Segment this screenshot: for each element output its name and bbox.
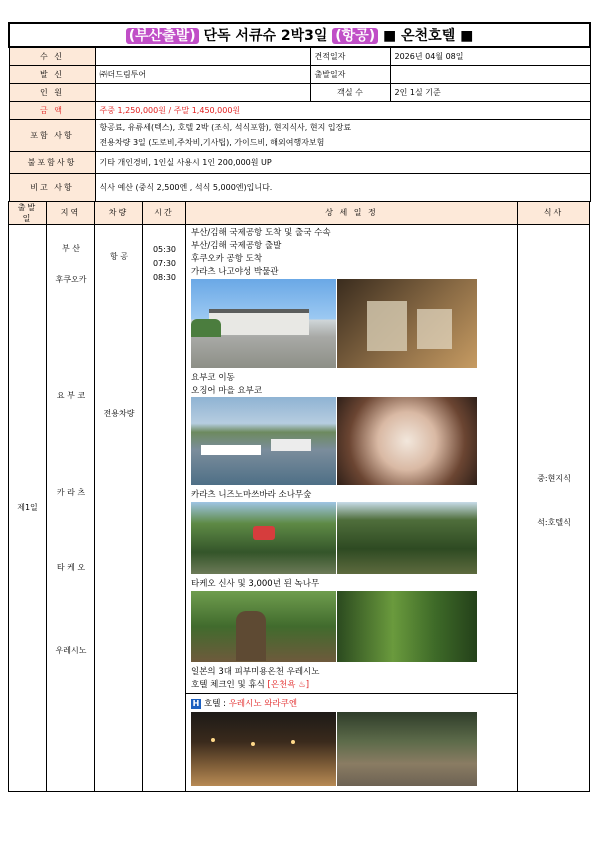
meal-column xyxy=(518,224,590,791)
title-transport: (항공) xyxy=(332,28,378,44)
region-karatsu: 카 라 츠 xyxy=(56,487,86,497)
room-value: 2인 1실 기준 xyxy=(390,83,590,101)
vehicle-air: 항 공 xyxy=(110,251,128,261)
hotel-label: 호텔 : xyxy=(204,698,226,709)
day-label: 제1일 xyxy=(9,224,47,791)
price-label: 금 액 xyxy=(9,101,95,119)
meal-lunch: 중:현지식 xyxy=(537,473,571,483)
hotel-icon: H xyxy=(192,698,200,708)
detail-line-7: 카라츠 니즈노마쓰바라 소나무숲 xyxy=(191,489,312,500)
header-detail: 상 세 일 정 xyxy=(186,201,518,224)
title-end: ■ 온천호텔 ■ xyxy=(383,28,474,44)
note-value: 식사 예산 (중식 2,500엔 , 석식 5,000엔)입니다. xyxy=(95,173,590,201)
detail-line-1: 부산/김해 국제공항 도착 및 출국 수속 xyxy=(191,227,331,238)
meal-dinner: 석:호텔식 xyxy=(537,517,571,527)
hotel-entrance-photo xyxy=(191,712,336,786)
header-vehicle: 차량 xyxy=(95,201,143,224)
hotel-line xyxy=(191,697,297,709)
room-label: 객실 수 xyxy=(310,83,390,101)
camphor-tree-photo xyxy=(191,591,336,662)
time-3: 08:30 xyxy=(152,272,177,282)
time-1: 05:30 xyxy=(152,244,177,254)
title-departure: (부산출발) xyxy=(126,28,199,44)
include-line-2: 전용차량 3일 (도로비,주차비,기사팁), 가이드비, 해외여행자보험 xyxy=(99,138,325,147)
region-takeo: 타 케 오 xyxy=(56,562,86,572)
price-value: 주중 1,250,000원 / 주말 1,450,000원 xyxy=(95,101,590,119)
onsen-bath-text: [온천욕 ♨] xyxy=(267,679,310,690)
harbor-photo xyxy=(191,397,336,485)
header-time: 시간 xyxy=(143,201,186,224)
bamboo-forest-photo xyxy=(337,591,477,662)
include-line-1: 항공료, 유류세(텍스), 호텔 2박 (조식, 석식포함), 현지식사, 현지 입장료 xyxy=(99,123,352,132)
sender-value: ㈜더드림투어 xyxy=(95,65,310,83)
hotel-name: 우레시노 와라쿠엔 xyxy=(228,698,298,709)
title-bar xyxy=(9,23,590,47)
header-day: 출발일 xyxy=(9,201,47,224)
time-column xyxy=(143,224,186,791)
region-yobuko: 요 부 코 xyxy=(56,390,86,400)
detail-line-6: 오징어 마을 요부코 xyxy=(191,385,263,396)
museum-interior-photo xyxy=(337,279,477,368)
vehicle-private: 전용차량 xyxy=(103,408,135,418)
header-region: 지역 xyxy=(47,201,95,224)
detail-column xyxy=(186,224,518,791)
title-text: 단독 서큐슈 2박3일 xyxy=(203,28,328,44)
detail-line-2: 부산/김해 국제공항 출발 xyxy=(191,240,282,251)
time-2: 07:30 xyxy=(152,258,177,268)
vehicle-column xyxy=(95,224,143,791)
detail-line-5: 요부코 이동 xyxy=(191,372,235,383)
include-label: 포함 사항 xyxy=(9,119,95,151)
region-fukuoka: 후쿠오카 xyxy=(55,274,87,284)
people-value xyxy=(95,83,310,101)
include-value xyxy=(95,119,590,151)
detail-line-3: 후쿠오카 공항 도착 xyxy=(191,253,263,264)
detail-line-8: 타케오 신사 및 3,000년 된 녹나무 xyxy=(191,578,320,589)
departure-value xyxy=(390,65,590,83)
departure-label: 출발일자 xyxy=(310,65,390,83)
region-ureshino: 우레시노 xyxy=(55,645,87,655)
region-column xyxy=(47,224,95,791)
header-meal: 식사 xyxy=(518,201,590,224)
detail-line-9: 일본의 3대 피부미용온천 우레시노 xyxy=(191,666,320,677)
recipient-value xyxy=(95,47,310,65)
quote-date-value: 2026년 04월 08일 xyxy=(390,47,590,65)
sender-label: 발 신 xyxy=(9,65,95,83)
exclude-label: 불포함사항 xyxy=(9,151,95,173)
recipient-label: 수 신 xyxy=(9,47,95,65)
quote-date-label: 견적일자 xyxy=(310,47,390,65)
museum-exterior-photo xyxy=(191,279,336,368)
note-label: 비고 사항 xyxy=(9,173,95,201)
outdoor-bath-photo xyxy=(337,712,477,786)
region-busan: 부 산 xyxy=(62,243,80,253)
people-label: 인 원 xyxy=(9,83,95,101)
pine-forest-photo-1 xyxy=(191,502,336,574)
detail-line-4: 가라츠 나고야성 박물관 xyxy=(191,266,279,277)
squid-photo xyxy=(337,397,477,485)
checkin-text: 호텔 체크인 및 휴식 xyxy=(191,679,265,690)
pine-forest-photo-2 xyxy=(337,502,477,574)
exclude-value: 기타 개인경비, 1인실 사용시 1인 200,000원 UP xyxy=(95,151,590,173)
detail-line-10 xyxy=(191,678,309,690)
